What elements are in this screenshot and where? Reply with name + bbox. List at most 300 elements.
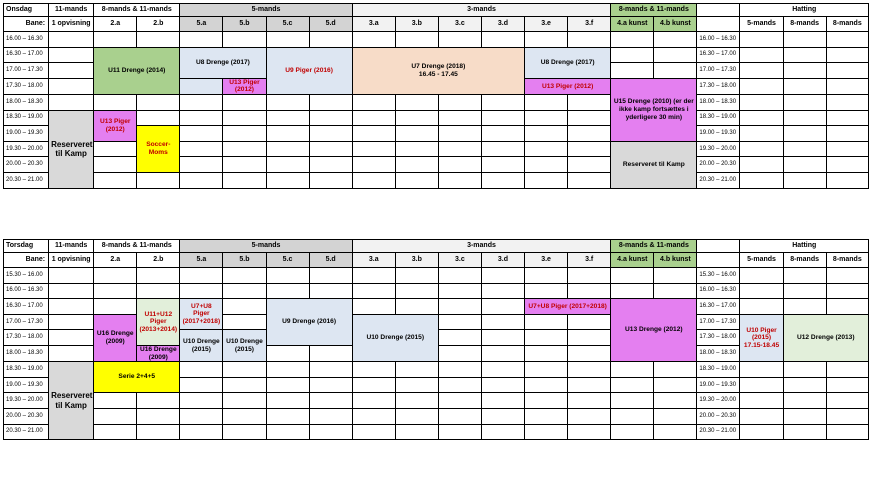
empty-slot[interactable] xyxy=(395,393,438,409)
empty-slot[interactable] xyxy=(137,424,180,440)
empty-slot[interactable] xyxy=(266,94,309,110)
empty-slot[interactable] xyxy=(94,172,137,188)
empty-slot[interactable] xyxy=(309,157,352,173)
empty-slot[interactable] xyxy=(740,172,783,188)
empty-slot[interactable] xyxy=(309,362,352,378)
empty-slot[interactable] xyxy=(395,94,438,110)
empty-slot[interactable] xyxy=(611,393,654,409)
empty-slot[interactable] xyxy=(180,408,223,424)
empty-slot[interactable] xyxy=(352,32,395,48)
empty-slot[interactable] xyxy=(525,408,568,424)
empty-slot[interactable] xyxy=(223,94,266,110)
empty-slot[interactable] xyxy=(438,110,481,126)
booking-block[interactable] xyxy=(740,314,783,361)
empty-slot[interactable] xyxy=(525,94,568,110)
empty-slot[interactable] xyxy=(223,126,266,142)
empty-slot[interactable] xyxy=(94,299,137,315)
empty-slot[interactable] xyxy=(94,157,137,173)
group-header: 8-mands & 11-mands xyxy=(611,4,697,17)
empty-slot[interactable] xyxy=(180,377,223,393)
empty-slot[interactable] xyxy=(309,172,352,188)
booking-block[interactable] xyxy=(611,299,697,362)
empty-slot[interactable] xyxy=(783,408,826,424)
empty-slot[interactable] xyxy=(438,330,481,346)
empty-slot[interactable] xyxy=(266,172,309,188)
empty-slot[interactable] xyxy=(395,141,438,157)
empty-slot[interactable] xyxy=(481,330,524,346)
booking-label: U12 Drenge (2013) xyxy=(797,334,855,342)
empty-slot[interactable] xyxy=(94,408,137,424)
empty-slot[interactable] xyxy=(783,283,826,299)
empty-slot[interactable] xyxy=(352,299,395,315)
empty-slot[interactable] xyxy=(223,299,266,315)
empty-slot[interactable] xyxy=(525,393,568,409)
empty-slot[interactable] xyxy=(783,172,826,188)
empty-slot[interactable] xyxy=(137,110,180,126)
empty-slot[interactable] xyxy=(309,126,352,142)
empty-slot[interactable] xyxy=(481,377,524,393)
empty-slot[interactable] xyxy=(49,268,94,284)
empty-slot[interactable] xyxy=(525,345,568,361)
empty-slot[interactable] xyxy=(94,424,137,440)
empty-slot[interactable] xyxy=(309,32,352,48)
empty-slot[interactable] xyxy=(783,141,826,157)
booking-label: Reserveret til Kamp xyxy=(622,160,685,168)
empty-slot[interactable] xyxy=(94,94,137,110)
empty-slot[interactable] xyxy=(481,314,524,330)
empty-slot[interactable] xyxy=(481,393,524,409)
booking-block[interactable] xyxy=(266,47,352,94)
empty-slot[interactable] xyxy=(783,47,826,63)
empty-slot[interactable] xyxy=(481,110,524,126)
booking-block[interactable] xyxy=(137,345,180,361)
empty-slot[interactable] xyxy=(49,78,94,94)
empty-slot[interactable] xyxy=(826,362,868,378)
empty-slot[interactable] xyxy=(481,424,524,440)
empty-slot[interactable] xyxy=(654,377,697,393)
empty-slot[interactable] xyxy=(49,47,94,63)
empty-slot[interactable] xyxy=(352,268,395,284)
empty-slot[interactable] xyxy=(266,424,309,440)
empty-slot[interactable] xyxy=(309,141,352,157)
booking-block[interactable] xyxy=(137,126,180,173)
empty-slot[interactable] xyxy=(783,299,826,315)
empty-slot[interactable] xyxy=(654,424,697,440)
empty-slot[interactable] xyxy=(438,94,481,110)
empty-slot[interactable] xyxy=(266,157,309,173)
empty-slot[interactable] xyxy=(611,47,654,63)
empty-slot[interactable] xyxy=(783,362,826,378)
booking-block[interactable] xyxy=(266,299,352,346)
booking-block[interactable] xyxy=(352,47,524,94)
empty-slot[interactable] xyxy=(783,110,826,126)
empty-slot[interactable] xyxy=(740,393,783,409)
empty-slot[interactable] xyxy=(266,32,309,48)
empty-slot[interactable] xyxy=(137,268,180,284)
empty-slot[interactable] xyxy=(223,362,266,378)
empty-slot[interactable] xyxy=(180,362,223,378)
empty-slot[interactable] xyxy=(309,408,352,424)
empty-slot[interactable] xyxy=(94,32,137,48)
empty-slot[interactable] xyxy=(740,126,783,142)
empty-slot[interactable] xyxy=(94,393,137,409)
empty-slot[interactable] xyxy=(395,408,438,424)
empty-slot[interactable] xyxy=(826,377,868,393)
empty-slot[interactable] xyxy=(525,268,568,284)
booking-label: U8 Drenge (2017) xyxy=(540,58,595,66)
empty-slot[interactable] xyxy=(568,172,611,188)
empty-slot[interactable] xyxy=(740,424,783,440)
empty-slot[interactable] xyxy=(568,377,611,393)
empty-slot[interactable] xyxy=(783,393,826,409)
empty-slot[interactable] xyxy=(49,283,94,299)
empty-slot[interactable] xyxy=(137,283,180,299)
empty-slot[interactable] xyxy=(568,283,611,299)
empty-slot[interactable] xyxy=(438,268,481,284)
empty-slot[interactable] xyxy=(740,110,783,126)
empty-slot[interactable] xyxy=(309,94,352,110)
empty-slot[interactable] xyxy=(438,283,481,299)
reserved-block[interactable] xyxy=(49,362,94,440)
empty-slot[interactable] xyxy=(740,78,783,94)
empty-slot[interactable] xyxy=(611,63,654,79)
empty-slot[interactable] xyxy=(438,126,481,142)
empty-slot[interactable] xyxy=(395,362,438,378)
empty-slot[interactable] xyxy=(309,110,352,126)
empty-slot[interactable] xyxy=(611,424,654,440)
empty-slot[interactable] xyxy=(783,63,826,79)
empty-slot[interactable] xyxy=(481,283,524,299)
empty-slot[interactable] xyxy=(481,157,524,173)
empty-slot[interactable] xyxy=(266,110,309,126)
empty-slot[interactable] xyxy=(94,283,137,299)
empty-slot[interactable] xyxy=(266,345,309,361)
empty-slot[interactable] xyxy=(568,345,611,361)
empty-slot[interactable] xyxy=(309,283,352,299)
empty-slot[interactable] xyxy=(611,377,654,393)
empty-slot[interactable] xyxy=(525,110,568,126)
empty-slot[interactable] xyxy=(654,393,697,409)
empty-slot[interactable] xyxy=(654,268,697,284)
empty-slot[interactable] xyxy=(826,94,868,110)
empty-slot[interactable] xyxy=(137,32,180,48)
booking-block[interactable] xyxy=(223,330,266,362)
booking-block[interactable] xyxy=(94,47,180,94)
empty-slot[interactable] xyxy=(611,408,654,424)
empty-slot[interactable] xyxy=(438,408,481,424)
empty-slot[interactable] xyxy=(740,408,783,424)
empty-slot[interactable] xyxy=(352,377,395,393)
booking-block[interactable] xyxy=(611,141,697,188)
empty-slot[interactable] xyxy=(783,157,826,173)
empty-slot[interactable] xyxy=(180,172,223,188)
empty-slot[interactable] xyxy=(49,94,94,110)
empty-slot[interactable] xyxy=(180,141,223,157)
empty-slot[interactable] xyxy=(826,47,868,63)
time-label: 16.30 – 17.00 xyxy=(697,47,740,63)
empty-slot[interactable] xyxy=(740,94,783,110)
empty-slot[interactable] xyxy=(438,362,481,378)
empty-slot[interactable] xyxy=(94,141,137,157)
empty-slot[interactable] xyxy=(266,377,309,393)
empty-slot[interactable] xyxy=(180,32,223,48)
booking-block[interactable] xyxy=(137,299,180,346)
empty-slot[interactable] xyxy=(137,393,180,409)
booking-block[interactable] xyxy=(94,362,180,393)
empty-slot[interactable] xyxy=(49,63,94,79)
empty-slot[interactable] xyxy=(395,424,438,440)
empty-slot[interactable] xyxy=(180,110,223,126)
empty-slot[interactable] xyxy=(481,32,524,48)
empty-slot[interactable] xyxy=(352,157,395,173)
empty-slot[interactable] xyxy=(49,345,94,361)
booking-block[interactable] xyxy=(180,78,223,94)
empty-slot[interactable] xyxy=(395,299,438,315)
empty-slot[interactable] xyxy=(180,424,223,440)
empty-slot[interactable] xyxy=(395,32,438,48)
empty-slot[interactable] xyxy=(266,141,309,157)
empty-slot[interactable] xyxy=(568,94,611,110)
reserved-block[interactable] xyxy=(49,110,94,188)
empty-slot[interactable] xyxy=(309,345,352,361)
booking-block[interactable] xyxy=(94,314,137,361)
empty-slot[interactable] xyxy=(525,172,568,188)
empty-slot[interactable] xyxy=(568,110,611,126)
empty-slot[interactable] xyxy=(568,393,611,409)
empty-slot[interactable] xyxy=(525,126,568,142)
empty-slot[interactable] xyxy=(223,110,266,126)
empty-slot[interactable] xyxy=(309,424,352,440)
empty-slot[interactable] xyxy=(826,172,868,188)
empty-slot[interactable] xyxy=(266,283,309,299)
empty-slot[interactable] xyxy=(740,141,783,157)
empty-slot[interactable] xyxy=(654,32,697,48)
empty-slot[interactable] xyxy=(568,424,611,440)
empty-slot[interactable] xyxy=(611,268,654,284)
empty-slot[interactable] xyxy=(438,141,481,157)
empty-slot[interactable] xyxy=(438,393,481,409)
empty-slot[interactable] xyxy=(352,362,395,378)
empty-slot[interactable] xyxy=(740,299,783,315)
booking-block[interactable] xyxy=(180,299,223,330)
empty-slot[interactable] xyxy=(395,377,438,393)
empty-slot[interactable] xyxy=(309,377,352,393)
booking-block[interactable] xyxy=(525,299,611,315)
empty-slot[interactable] xyxy=(525,141,568,157)
empty-slot[interactable] xyxy=(525,377,568,393)
empty-slot[interactable] xyxy=(352,110,395,126)
empty-slot[interactable] xyxy=(395,110,438,126)
empty-slot[interactable] xyxy=(223,157,266,173)
empty-slot[interactable] xyxy=(49,299,94,315)
empty-slot[interactable] xyxy=(223,424,266,440)
time-label: 20.00 – 20.30 xyxy=(4,157,49,173)
empty-slot[interactable] xyxy=(352,126,395,142)
empty-slot[interactable] xyxy=(94,268,137,284)
empty-slot[interactable] xyxy=(481,94,524,110)
empty-slot[interactable] xyxy=(826,110,868,126)
empty-slot[interactable] xyxy=(438,424,481,440)
empty-slot[interactable] xyxy=(223,268,266,284)
empty-slot[interactable] xyxy=(266,362,309,378)
booking-block[interactable] xyxy=(94,110,137,141)
empty-slot[interactable] xyxy=(352,393,395,409)
empty-slot[interactable] xyxy=(137,408,180,424)
empty-slot[interactable] xyxy=(654,408,697,424)
empty-slot[interactable] xyxy=(352,141,395,157)
booking-block[interactable] xyxy=(180,330,223,362)
empty-slot[interactable] xyxy=(654,63,697,79)
empty-slot[interactable] xyxy=(266,268,309,284)
empty-slot[interactable] xyxy=(568,408,611,424)
empty-slot[interactable] xyxy=(438,32,481,48)
empty-slot[interactable] xyxy=(568,32,611,48)
empty-slot[interactable] xyxy=(49,314,94,330)
empty-slot[interactable] xyxy=(525,314,568,330)
empty-slot[interactable] xyxy=(137,94,180,110)
empty-slot[interactable] xyxy=(826,283,868,299)
empty-slot[interactable] xyxy=(783,268,826,284)
empty-slot[interactable] xyxy=(740,47,783,63)
empty-slot[interactable] xyxy=(395,268,438,284)
empty-slot[interactable] xyxy=(740,63,783,79)
empty-slot[interactable] xyxy=(395,126,438,142)
empty-slot[interactable] xyxy=(525,424,568,440)
empty-slot[interactable] xyxy=(826,393,868,409)
empty-slot[interactable] xyxy=(783,32,826,48)
booking-block[interactable] xyxy=(611,78,697,141)
empty-slot[interactable] xyxy=(826,268,868,284)
empty-slot[interactable] xyxy=(740,157,783,173)
empty-slot[interactable] xyxy=(49,32,94,48)
group-header xyxy=(697,4,740,17)
empty-slot[interactable] xyxy=(568,330,611,346)
empty-slot[interactable] xyxy=(395,157,438,173)
empty-slot[interactable] xyxy=(180,283,223,299)
empty-slot[interactable] xyxy=(481,299,524,315)
booking-block[interactable] xyxy=(525,78,611,94)
empty-slot[interactable] xyxy=(826,299,868,315)
empty-slot[interactable] xyxy=(438,172,481,188)
empty-slot[interactable] xyxy=(438,314,481,330)
empty-slot[interactable] xyxy=(438,157,481,173)
empty-slot[interactable] xyxy=(223,314,266,330)
empty-slot[interactable] xyxy=(525,283,568,299)
empty-slot[interactable] xyxy=(309,268,352,284)
empty-slot[interactable] xyxy=(223,377,266,393)
empty-slot[interactable] xyxy=(352,172,395,188)
empty-slot[interactable] xyxy=(481,172,524,188)
empty-slot[interactable] xyxy=(481,268,524,284)
empty-slot[interactable] xyxy=(611,362,654,378)
empty-slot[interactable] xyxy=(352,424,395,440)
empty-slot[interactable] xyxy=(611,32,654,48)
empty-slot[interactable] xyxy=(309,393,352,409)
empty-slot[interactable] xyxy=(223,32,266,48)
empty-slot[interactable] xyxy=(395,172,438,188)
empty-slot[interactable] xyxy=(740,268,783,284)
empty-slot[interactable] xyxy=(654,283,697,299)
empty-slot[interactable] xyxy=(180,126,223,142)
empty-slot[interactable] xyxy=(481,141,524,157)
empty-slot[interactable] xyxy=(180,94,223,110)
empty-slot[interactable] xyxy=(223,408,266,424)
empty-slot[interactable] xyxy=(826,157,868,173)
empty-slot[interactable] xyxy=(568,126,611,142)
empty-slot[interactable] xyxy=(223,141,266,157)
empty-slot[interactable] xyxy=(352,283,395,299)
empty-slot[interactable] xyxy=(740,362,783,378)
empty-slot[interactable] xyxy=(223,172,266,188)
empty-slot[interactable] xyxy=(654,362,697,378)
empty-slot[interactable] xyxy=(740,283,783,299)
empty-slot[interactable] xyxy=(568,268,611,284)
empty-slot[interactable] xyxy=(568,362,611,378)
empty-slot[interactable] xyxy=(826,126,868,142)
empty-slot[interactable] xyxy=(481,362,524,378)
empty-slot[interactable] xyxy=(223,393,266,409)
empty-slot[interactable] xyxy=(438,299,481,315)
empty-slot[interactable] xyxy=(266,408,309,424)
empty-slot[interactable] xyxy=(223,283,266,299)
empty-slot[interactable] xyxy=(525,362,568,378)
empty-slot[interactable] xyxy=(826,408,868,424)
empty-slot[interactable] xyxy=(438,377,481,393)
empty-slot[interactable] xyxy=(783,94,826,110)
empty-slot[interactable] xyxy=(481,126,524,142)
booking-block[interactable] xyxy=(352,314,438,361)
booking-block[interactable] xyxy=(783,314,868,361)
empty-slot[interactable] xyxy=(568,141,611,157)
empty-slot[interactable] xyxy=(180,268,223,284)
empty-slot[interactable] xyxy=(826,141,868,157)
empty-slot[interactable] xyxy=(826,424,868,440)
empty-slot[interactable] xyxy=(180,157,223,173)
empty-slot[interactable] xyxy=(525,32,568,48)
empty-slot[interactable] xyxy=(654,47,697,63)
empty-slot[interactable] xyxy=(568,314,611,330)
empty-slot[interactable] xyxy=(49,330,94,346)
booking-block[interactable] xyxy=(223,78,266,94)
empty-slot[interactable] xyxy=(568,157,611,173)
empty-slot[interactable] xyxy=(481,408,524,424)
empty-slot[interactable] xyxy=(826,78,868,94)
empty-slot[interactable] xyxy=(438,345,481,361)
empty-slot[interactable] xyxy=(352,408,395,424)
empty-slot[interactable] xyxy=(740,32,783,48)
group-header: 8-mands & 11-mands xyxy=(94,240,180,253)
booking-block[interactable] xyxy=(180,47,266,78)
empty-slot[interactable] xyxy=(525,157,568,173)
empty-slot[interactable] xyxy=(481,345,524,361)
empty-slot[interactable] xyxy=(266,393,309,409)
empty-slot[interactable] xyxy=(266,126,309,142)
empty-slot[interactable] xyxy=(826,63,868,79)
empty-slot[interactable] xyxy=(137,172,180,188)
empty-slot[interactable] xyxy=(826,32,868,48)
empty-slot[interactable] xyxy=(783,126,826,142)
empty-slot[interactable] xyxy=(611,283,654,299)
empty-slot[interactable] xyxy=(352,94,395,110)
booking-block[interactable] xyxy=(525,47,611,78)
empty-slot[interactable] xyxy=(783,78,826,94)
empty-slot[interactable] xyxy=(783,424,826,440)
empty-slot[interactable] xyxy=(395,283,438,299)
empty-slot[interactable] xyxy=(180,393,223,409)
empty-slot[interactable] xyxy=(783,377,826,393)
empty-slot[interactable] xyxy=(740,377,783,393)
empty-slot[interactable] xyxy=(525,330,568,346)
